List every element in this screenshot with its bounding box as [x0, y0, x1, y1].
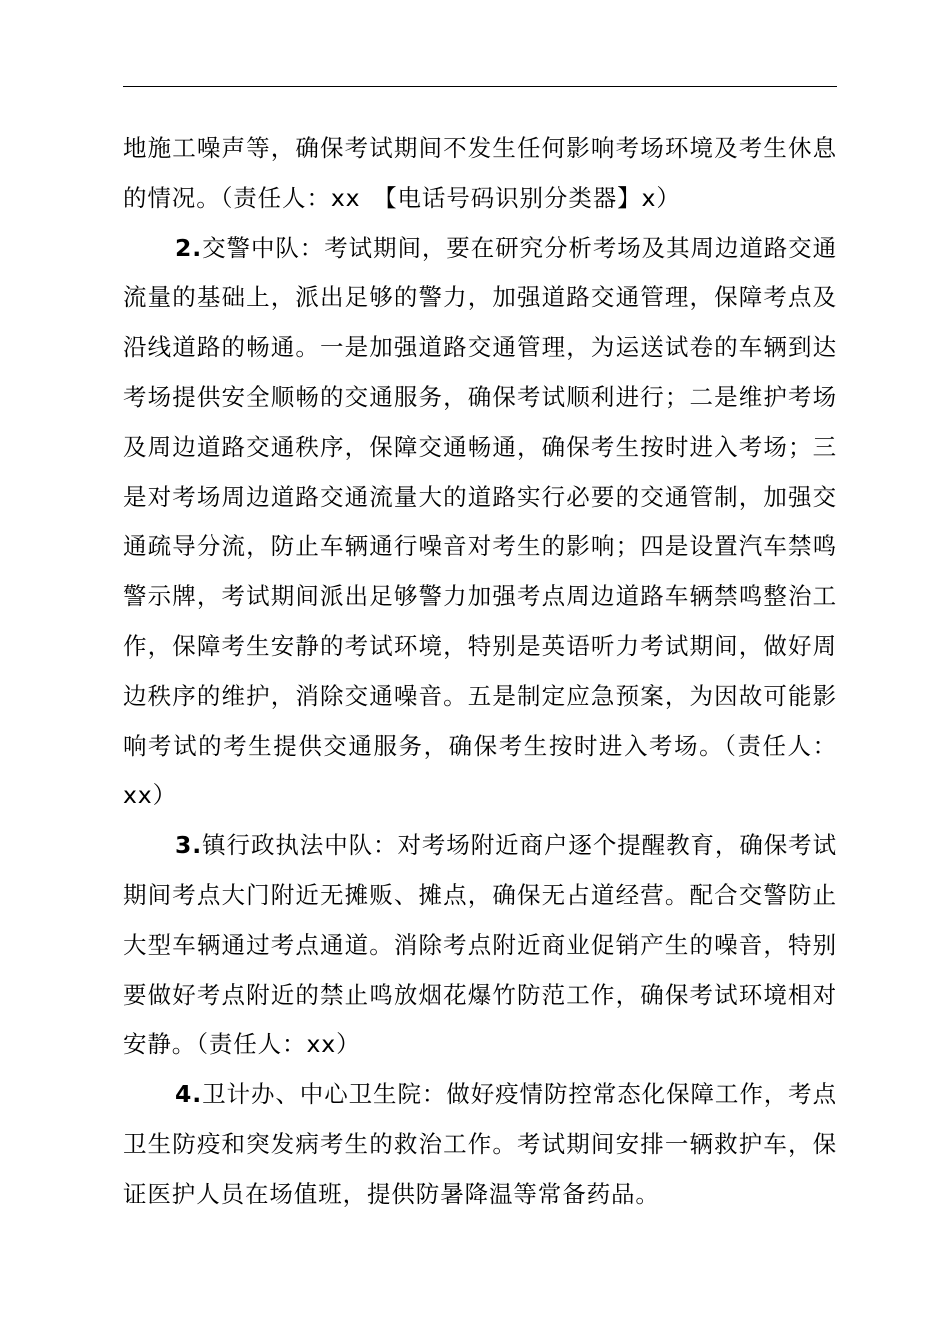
paragraph-text: 卫计办、中心卫生院：做好疫情防控常态化保障工作，考点卫生防疫和突发病考生的救治工作。考试期间安排一辆救护车，保证医护人员在场值班，提供防暑降温等常备药品。	[123, 1080, 837, 1208]
paragraph-text: 交警中队：考试期间，要在研究分析考场及其周边道路交通流量的基础上，派出足够的警力，加强道路交通管理，保障考点及沿线道路的畅通。一是加强道路交通管理，为运送试卷的车辆到达考场提供安全顺畅的交通服务，确保考试顺利进行；二是维护考场及周边道路交通秩序，保障交通畅通，确保考生按时进入考场；三是对考场周边道路交通流量大的道路实行必要的交通管制，加强交通疏导分流，防止车辆通行噪音对考生的影响；四是设置汽车禁鸣警示牌，考试期间派出足够警力加强考点周边道路车辆禁鸣整治工作，保障考生安静的考试环境，特别是英语听力考试期间，做好周边秩序的维护，消除交通噪音。五是制定应急预案，为因故可能影响考试的考生提供交通服务，确保考生按时进入考场。（责任人：xx）	[123, 233, 837, 810]
paragraph-health	[123, 1070, 837, 1219]
document-body	[123, 124, 837, 1220]
paragraph-text: 地施工噪声等，确保考试期间不发生任何影响考场环境及考生休息的情况。（责任人：xx 【电话号码识别分类器】x）	[123, 134, 837, 212]
paragraph-law-enforcement	[123, 821, 837, 1070]
header-rule	[123, 86, 837, 87]
paragraph-continuation	[123, 124, 837, 224]
paragraph-text: 镇行政执法中队：对考场附近商户逐个提醒教育，确保考试期间考点大门附近无摊贩、摊点，确保无占道经营。配合交警防止大型车辆通过考点通道。消除考点附近商业促销产生的噪音，特别要做好考点附近的禁止鸣放烟花爆竹防范工作，确保考试环境相对安静。（责任人：xx）	[123, 831, 837, 1059]
paragraph-number: 4.	[175, 1080, 203, 1109]
paragraph-traffic-police	[123, 224, 837, 822]
paragraph-number: 2.	[175, 233, 203, 262]
paragraph-number: 3.	[175, 831, 203, 860]
